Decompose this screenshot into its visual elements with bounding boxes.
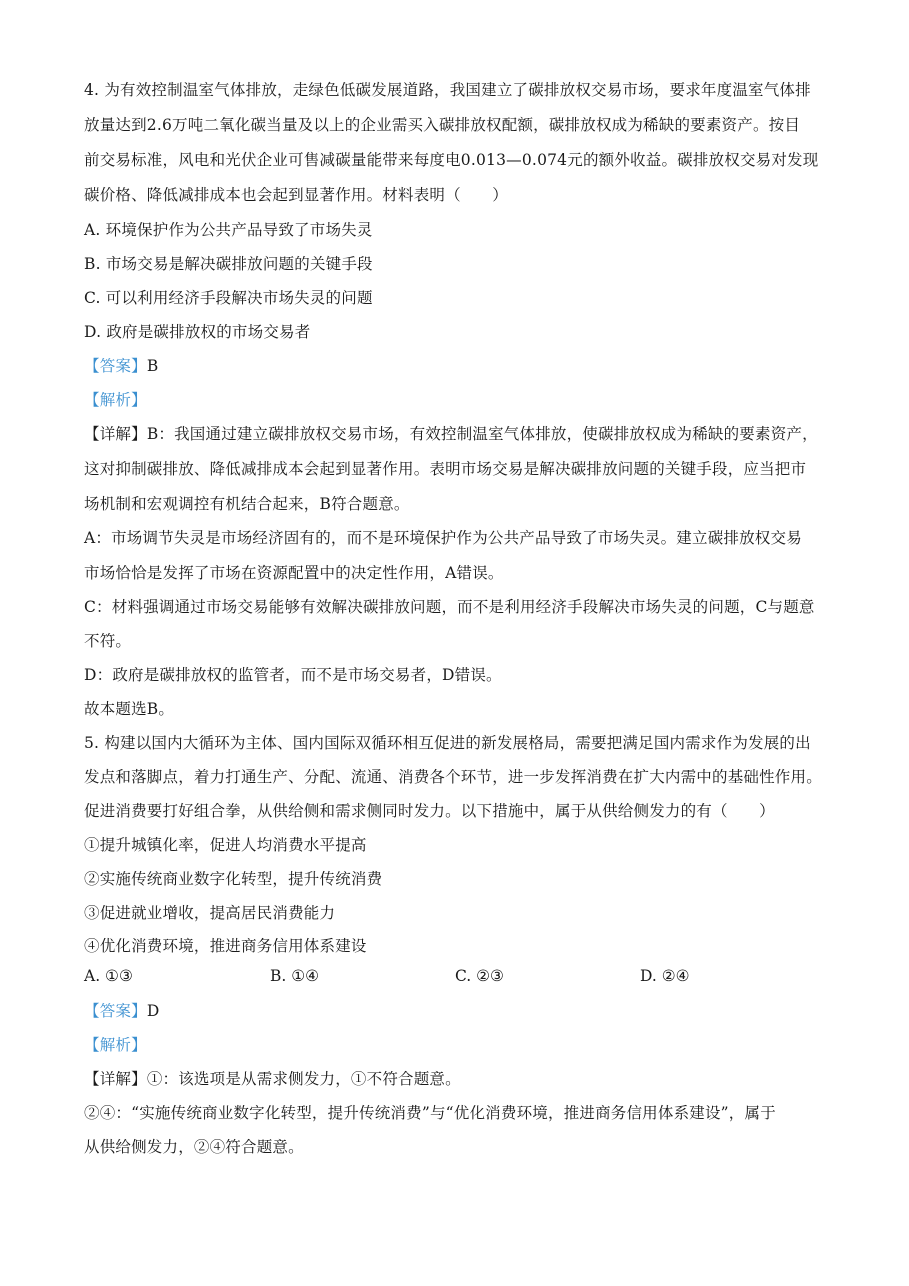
q4-stem-line-2: 放量达到2.6万吨二氧化碳当量及以上的企业需买入碳排放权配额，碳排放权成为稀缺的要素资产。按目 (84, 116, 801, 134)
q5-detail-line-1 (84, 1067, 461, 1089)
q5-stem-line-2: 发点和落脚点，着力打通生产、分配、流通、消费各个环节，进一步发挥消费在扩大内需中的基础性作用。 (84, 768, 822, 786)
q4-option-c: C. 可以利用经济手段解决市场失灵的问题 (84, 289, 373, 307)
q5-item-1: ①提升城镇化率，促进人均消费水平提高 (84, 836, 367, 854)
q4-detail-line-7: 不符。 (84, 632, 132, 650)
q4-detail-line-5: 市场恰恰是发挥了市场在资源配置中的决定性作用，A错误。 (84, 564, 504, 582)
q4-detail-line-1 (84, 422, 818, 444)
q4-detail-text-1: B：我国通过建立碳排放权交易市场，有效控制温室气体排放，使碳排放权成为稀缺的要素资产， (146, 425, 818, 443)
q4-detail-line-3: 场机制和宏观调控有机结合起来，B符合题意。 (84, 495, 410, 513)
q5-choice-d: D. ②④ (640, 967, 690, 985)
q5-answer (84, 999, 159, 1021)
q4-detail-tag: 【详解】 (84, 425, 147, 443)
q4-answer-tag: 【答案】 (84, 357, 147, 375)
q4-stem-line-3: 前交易标准，风电和光伏企业可售减碳量能带来每度电0.013—0.074元的额外收益。碳排放权交易对发现 (84, 151, 819, 169)
q4-option-b: B. 市场交易是解决碳排放问题的关键手段 (84, 255, 373, 273)
q5-choice-c: C. ②③ (455, 967, 504, 985)
q5-stem-line-3: 促进消费要打好组合拳，从供给侧和需求侧同时发力。以下措施中，属于从供给侧发力的有（ ） (84, 802, 775, 820)
q5-item-4: ④优化消费环境，推进商务信用体系建设 (84, 937, 367, 955)
q5-detail-line-2: ②④：“实施传统商业数字化转型，提升传统消费”与“优化消费环境，推进商务信用体系建设”，属于 (84, 1104, 776, 1122)
q5-analysis-tag: 【解析】 (84, 1036, 147, 1054)
q5-item-2: ②实施传统商业数字化转型，提升传统消费 (84, 870, 383, 888)
q5-detail-tag: 【详解】 (84, 1070, 147, 1088)
q5-answer-tag: 【答案】 (84, 1002, 147, 1020)
q4-option-a: A. 环境保护作为公共产品导致了市场失灵 (84, 221, 373, 239)
q4-option-d: D. 政府是碳排放权的市场交易者 (84, 323, 311, 341)
q4-answer-value: B (146, 357, 159, 375)
q4-stem-line-4: 碳价格、降低减排成本也会起到显著作用。材料表明（ ） (84, 186, 508, 204)
q4-detail-line-9: 故本题选B。 (84, 700, 175, 718)
q5-choice-a: A. ①③ (84, 967, 133, 985)
q5-stem-line-1: 5. 构建以国内大循环为主体、国内国际双循环相互促进的新发展格局，需要把满足国内需求作为发展的出 (84, 734, 811, 752)
q5-detail-line-3: 从供给侧发力，②④符合题意。 (84, 1138, 304, 1156)
q4-detail-line-2: 这对抑制碳排放、降低减排成本会起到显著作用。表明市场交易是解决碳排放问题的关键手段，应当把市 (84, 460, 807, 478)
q5-choice-b: B. ①④ (270, 967, 320, 985)
q4-answer (84, 354, 158, 376)
q5-item-3: ③促进就业增收，提高居民消费能力 (84, 904, 336, 922)
q4-detail-line-6: C：材料强调通过市场交易能够有效解决碳排放问题，而不是利用经济手段解决市场失灵的问题，C与题意 (84, 598, 815, 616)
q5-detail-text-1: ①：该选项是从需求侧发力，①不符合题意。 (146, 1070, 461, 1088)
q4-detail-line-4: A：市场调节失灵是市场经济固有的，而不是环境保护作为公共产品导致了市场失灵。建立碳排放权交易 (84, 529, 802, 547)
q4-detail-line-8: D：政府是碳排放权的监管者，而不是市场交易者，D错误。 (84, 666, 502, 684)
q4-stem-line-1: 4. 为有效控制温室气体排放，走绿色低碳发展道路，我国建立了碳排放权交易市场，要求年度温室气体排 (84, 81, 811, 99)
q4-analysis-tag: 【解析】 (84, 391, 147, 409)
q5-answer-value: D (146, 1002, 160, 1020)
